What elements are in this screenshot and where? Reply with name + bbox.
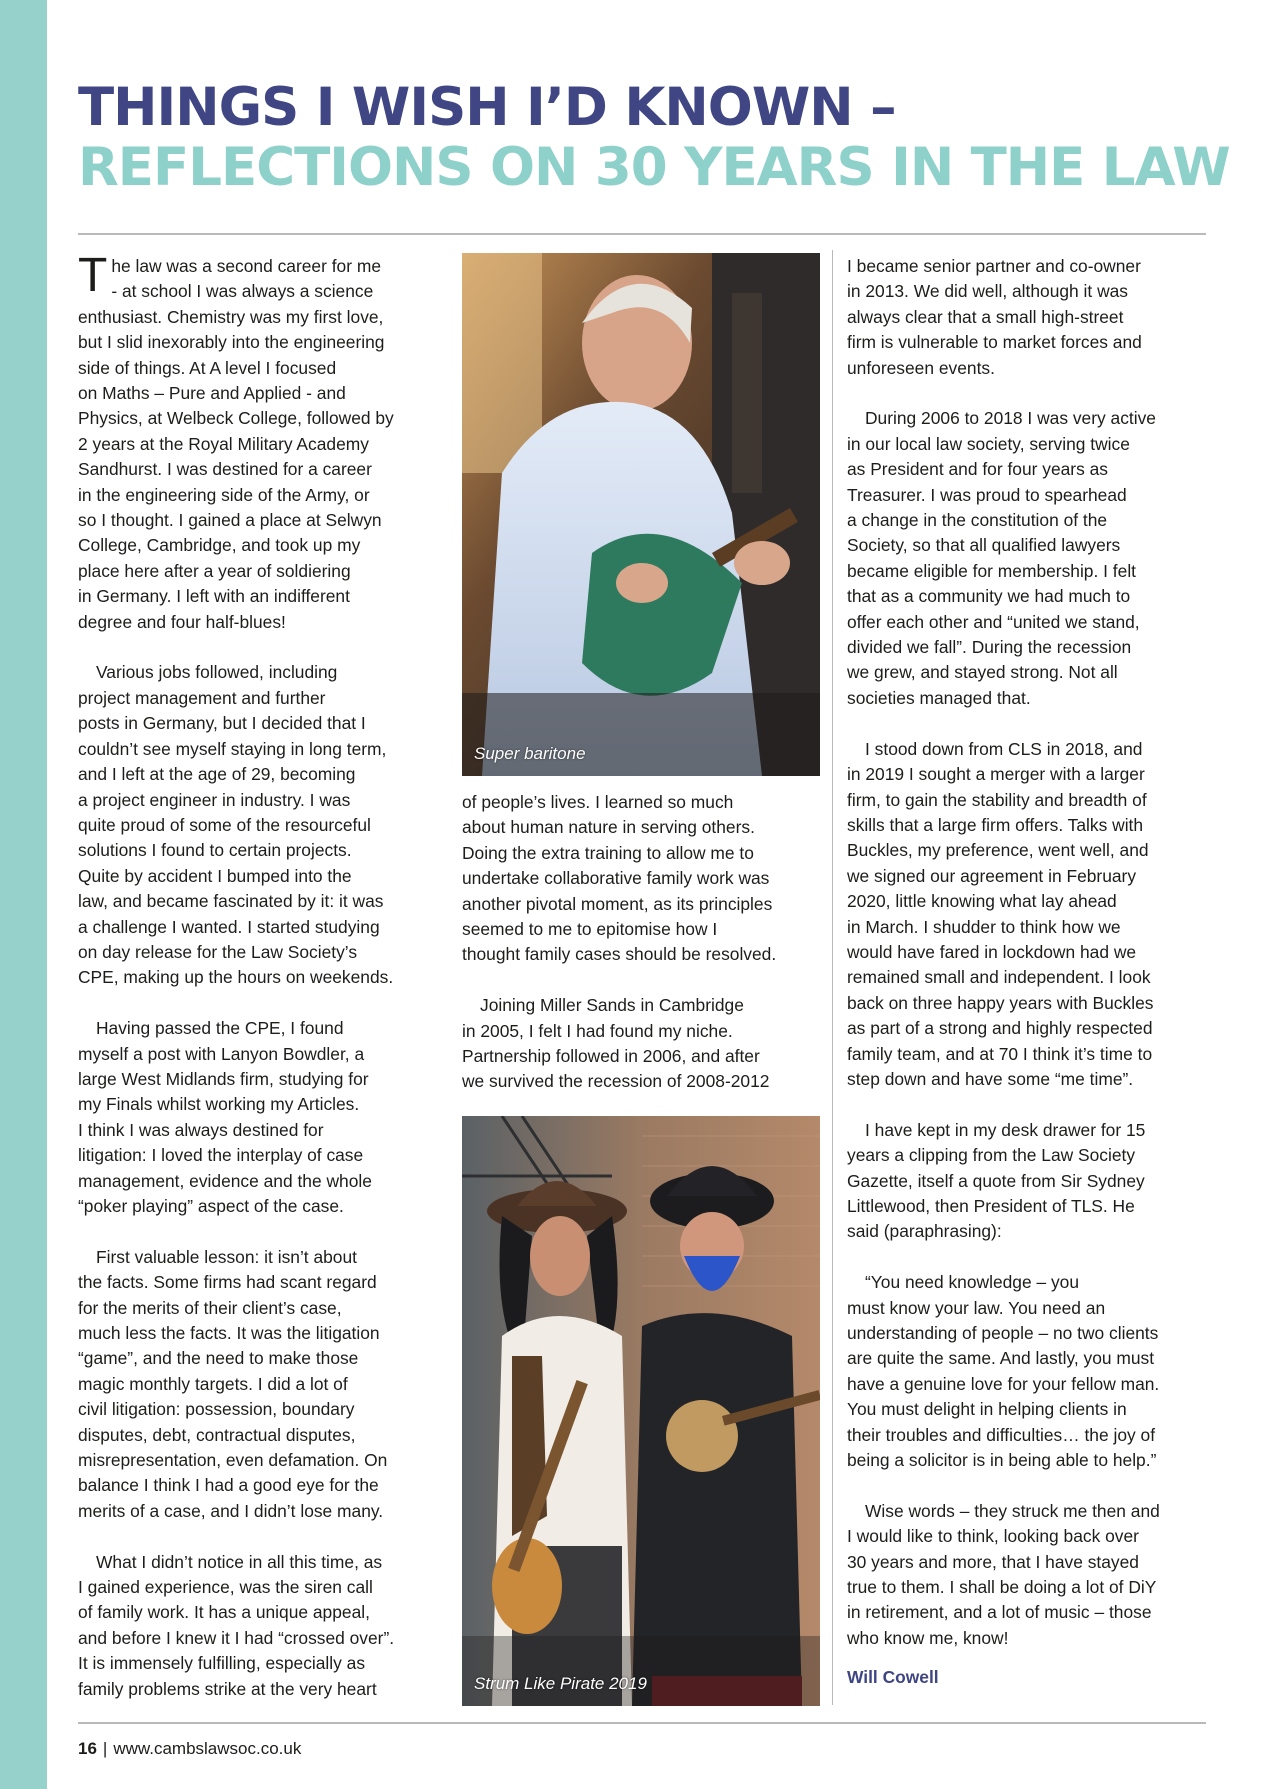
paragraph: I have kept in my desk drawer for 15 years a clipping from the Law Society Gazette, itself a quote from Sir Sydney Littlewood, then President of TLS. He said (paraphrasing):	[847, 1119, 1146, 1242]
paragraph: of people’s lives. I learned so much about human nature in serving others. Doing the extra training to allow me to undertake collaborative family work was another pivotal moment, as its principles seemed to me to epitomise how I thought family cases should be resolved.	[462, 792, 777, 965]
photo-image	[462, 253, 820, 776]
photo-image	[462, 1116, 820, 1706]
title-line-2: REFLECTIONS ON 30 YEARS IN THE LAW	[78, 137, 1230, 198]
quote-paragraph: “You need knowledge – you must know your law. You need an understanding of people – no two clients are quite the same. And lastly, you must have a genuine love for your fellow man. You must delight in helping clients in their troubles and difficulties… the joy of being a solicitor is in being able to help.”	[847, 1272, 1160, 1471]
side-accent-bar	[0, 0, 47, 1789]
author-name: Will Cowell	[847, 1667, 939, 1688]
paragraph: Various jobs followed, including project management and further posts in Germany, but I decided that I couldn’t see myself staying in long term, and I left at the age of 29, becoming a project engineer in industry. I was quite proud of some of the resourceful solutions I found to certain projects. Quite by accident I bumped into the law, and became fascinated by it: it was a challenge I wanted. I started studying on day release for the Law Society’s CPE, making up the hours on weekends.	[78, 662, 394, 988]
paragraph: Joining Miller Sands in Cambridge in 2005, I felt I had found my niche. Partnership followed in 2006, and after we survived the recession of 2008-2012	[462, 995, 770, 1092]
photo-strum-like-pirate	[462, 1116, 820, 1706]
title-line-1: THINGS I WISH I’D KNOWN –	[78, 77, 896, 138]
paragraph: Having passed the CPE, I found myself a post with Lanyon Bowdler, a large West Midlands firm, studying for my Finals whilst working my Articles. I think I was always destined for litigation: I loved the interplay of case management, evidence and the whole “poker playing” aspect of the case.	[78, 1018, 372, 1216]
page-number: 16	[78, 1739, 97, 1758]
bottom-divider	[78, 1722, 1206, 1724]
paragraph: What I didn’t notice in all this time, as I gained experience, was the siren call of family work. It has a unique appeal, and before I knew it I had “crossed over”. It is immensely fulfilling, especially as family problems strike at the very heart	[78, 1551, 395, 1699]
column-2	[462, 790, 822, 1095]
article-title	[78, 77, 1230, 198]
paragraph: I stood down from CLS in 2018, and in 2019 I sought a merger with a larger firm, to gain the stability and breadth of skills that a large firm offers. Talks with Buckles, my preference, went well, and we signed our agreement in February 2020, little knowing what lay ahead in March. I shudder to think how we would have fared in lockdown had we remained small and independent. I look back on three happy years with Buckles as part of a strong and highly respected family team, and at 70 I think it’s time to step down and have some “me time”.	[847, 738, 1154, 1089]
paragraph: First valuable lesson: it isn’t about the facts. Some firms had scant regard for the merits of their client’s case, much less the facts. It was the litigation “game”, and the need to make those magic monthly targets. I did a lot of civil litigation: possession, boundary disputes, debt, contractual disputes, misrepresentation, even defamation. On balance I think I had a good eye for the merits of a case, and I didn’t lose many.	[78, 1246, 388, 1521]
paragraph: During 2006 to 2018 I was very active in our local law society, serving twice as President and for four years as Treasurer. I was proud to spearhead a change in the constitution of the Society, so that all qualified lawyers became eligible for membership. I felt that as a community we had much to offer each other and “united we stand, divided we fall”. During the recession we grew, and stayed strong. Not all societies managed that.	[847, 408, 1156, 708]
paragraph: Wise words – they struck me then and I would like to think, looking back over 30 years and more, that I have stayed true to them. I shall be doing a lot of DiY in retirement, and a lot of music – those who know me, know!	[847, 1500, 1160, 1648]
photo-caption: Strum Like Pirate 2019	[474, 1674, 647, 1693]
page-footer	[78, 1739, 301, 1759]
photo-caption: Super baritone	[474, 744, 586, 763]
column-separator	[832, 250, 833, 1705]
paragraph: I became senior partner and co-owner in 2013. We did well, although it was always clear that a small high-street firm is vulnerable to market forces and unforeseen events.	[847, 256, 1142, 378]
column-3	[847, 254, 1212, 1691]
column-1	[78, 249, 438, 1702]
paragraph	[78, 249, 438, 635]
drop-cap: T	[78, 249, 108, 302]
footer-url[interactable]: www.cambslawsoc.co.uk	[113, 1739, 302, 1758]
footer-separator: |	[102, 1739, 108, 1758]
paragraph-text: he law was a second career for me - at school I was always a science enthusiast. Chemistry was my first love, but I slid inexorably into the engineering side of things. At A level I focused on Maths – Pure and Applied - and Physics, at Welbeck College, followed by 2 years at the Royal Military Academy Sandhurst. I was destined for a career in the engineering side of the Army, or so I thought. I gained a place at Selwyn College, Cambridge, and took up my place here after a year of soldiering in Germany. I left with an indifferent degree and four half-blues!	[78, 256, 394, 632]
top-divider	[78, 233, 1206, 235]
photo-super-baritone	[462, 253, 820, 776]
